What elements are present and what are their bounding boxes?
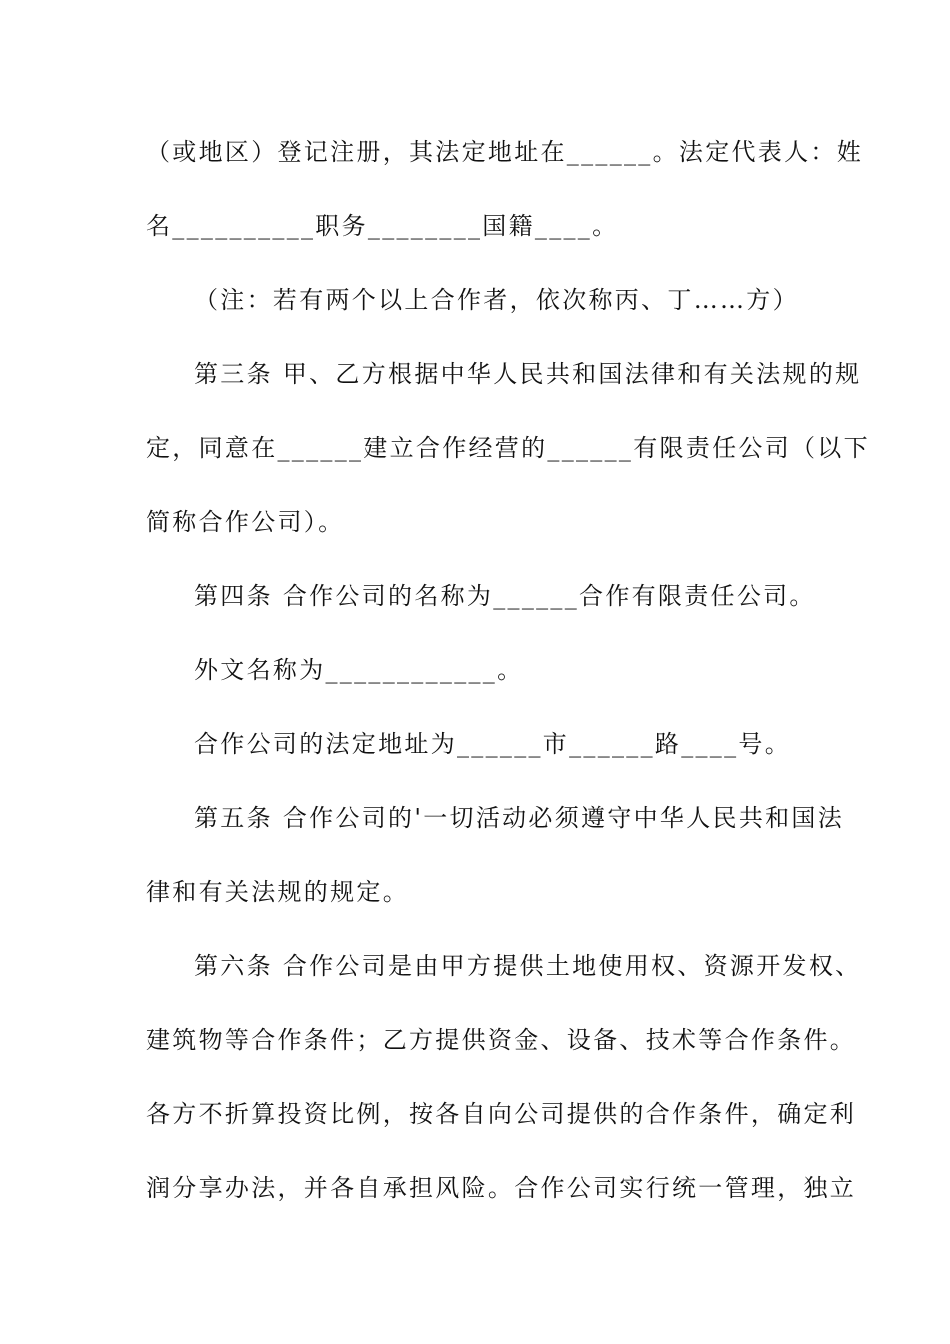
text-line: 第四条 合作公司的名称为______合作有限责任公司。 bbox=[194, 582, 816, 610]
text-line: 简称合作公司）。 bbox=[146, 508, 345, 536]
text-line: （注：若有两个以上合作者，依次称丙、丁……方） bbox=[194, 286, 799, 314]
text-line: 定，同意在______建立合作经营的______有限责任公司（以下 bbox=[146, 434, 870, 462]
text-line: （或地区）登记注册，其法定地址在______。法定代表人：姓 bbox=[146, 138, 863, 166]
text-line: 合作公司的法定地址为______市______路____号。 bbox=[194, 730, 791, 758]
text-line: 润分享办法，并各自承担风险。合作公司实行统一管理，独立 bbox=[146, 1174, 857, 1202]
text-line: 外文名称为____________。 bbox=[194, 656, 524, 684]
text-line: 名__________职务________国籍____。 bbox=[146, 212, 619, 240]
text-line: 律和有关法规的规定。 bbox=[146, 878, 409, 906]
text-line: 建筑物等合作条件；乙方提供资金、设备、技术等合作条件。 bbox=[146, 1026, 857, 1054]
text-line: 第三条 甲、乙方根据中华人民共和国法律和有关法规的规 bbox=[194, 360, 862, 388]
text-line: 第五条 合作公司的'一切活动必须遵守中华人民共和国法 bbox=[194, 804, 845, 832]
text-line: 各方不折算投资比例，按各自向公司提供的合作条件，确定利 bbox=[146, 1100, 857, 1128]
text-line: 第六条 合作公司是由甲方提供土地使用权、资源开发权、 bbox=[194, 952, 862, 980]
